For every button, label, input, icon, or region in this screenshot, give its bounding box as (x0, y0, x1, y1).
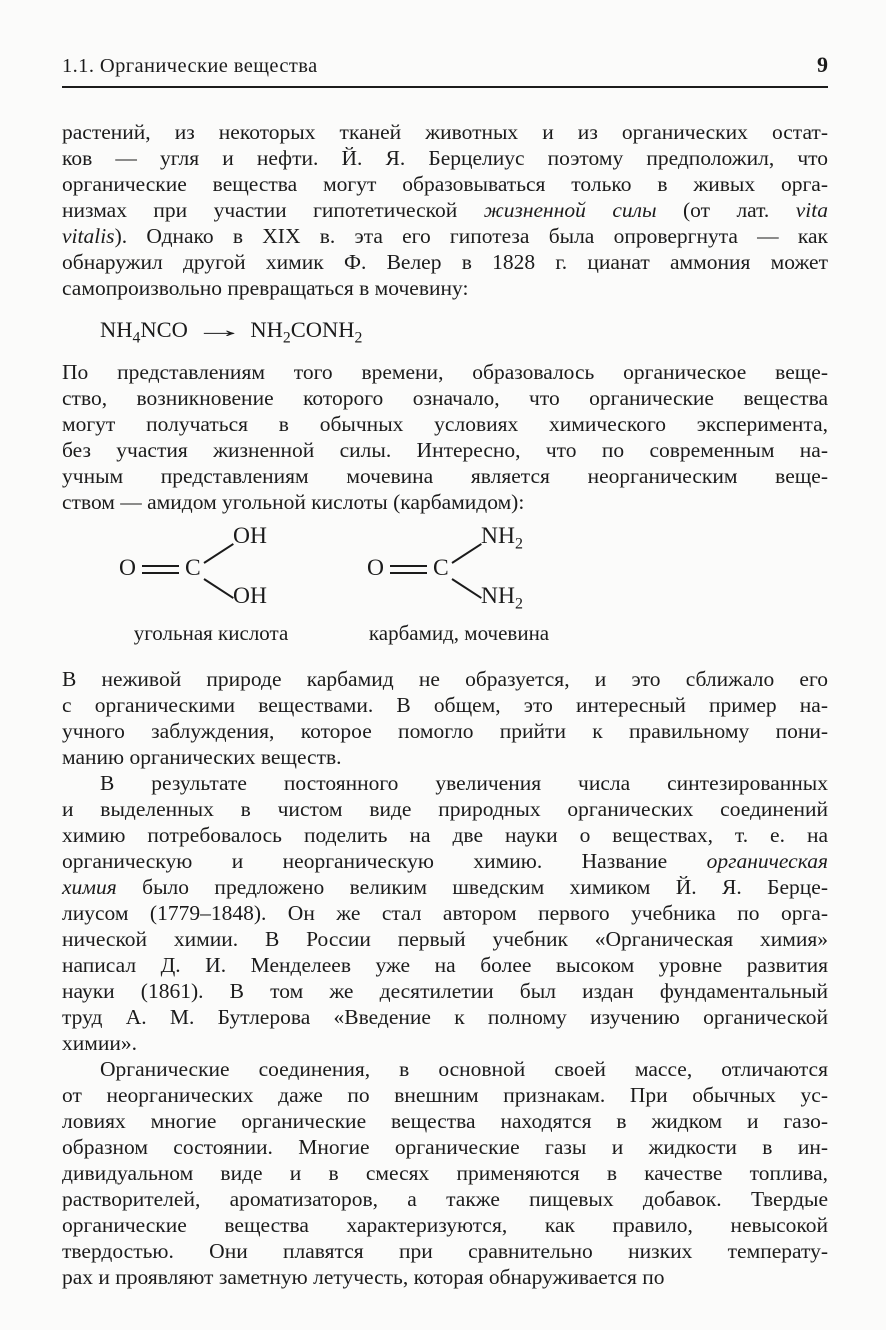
single-bond-up (451, 543, 481, 564)
top-group: $NH_2$ (481, 523, 523, 553)
structure-urea (352, 523, 600, 646)
oxygen-atom: O (367, 555, 384, 581)
carbon-atom: C (185, 555, 201, 581)
single-bond-up (203, 543, 233, 564)
paragraph: растений, из некоторых тканей животных и из органических остат- ков — угля и нефти. Й. Я. Берцелиус поэтому предположил, что органические вещества могут образовываться только в живых орга- низмах при участии гипотетической жизненной силы (от лат. vita vitalis). Однако в XIX в. эта его гипотеза была опровергнута — как обнаружил другой химик Ф. Велер в 1828 г. цианат аммония может самопроизвольно превращаться в мочевину: (62, 120, 828, 300)
chemical-equation: $NH_4NCO$ → $NH_2CONH_2$ (100, 317, 363, 347)
structural-formulas (104, 523, 828, 646)
page-number: 9 (817, 52, 828, 77)
structure-formula (104, 523, 352, 615)
body-text (62, 119, 828, 1290)
running-head (62, 52, 828, 88)
carbon-atom: C (433, 555, 449, 581)
double-bond (142, 565, 179, 574)
structure-formula (352, 523, 600, 615)
bottom-group: OH (233, 583, 267, 609)
structure-label: угольная кислота (133, 621, 289, 645)
structure-carbonic-acid (104, 523, 352, 646)
paragraph: Органические соединения, в основной своей массе, отличаются от неорганических даже по внешним признакам. При обычных ус- ловиях многие органические вещества находятся в жидком и газо- образном состоянии. Многие органические газы и жидкости в ин- дивидуальном виде и в смесях применяются в качестве топлива, растворителей, ароматизаторов, а также пищевых добавок. Твердые органические вещества характеризуются, как правило, невысокой твердостью. Они плавятся при сравнительно низких температу- рах и проявляют заметную летучесть, которая обнаруживается по (62, 1057, 828, 1289)
bottom-group: $NH_2$ (481, 583, 523, 613)
section-title: 1.1. Органические вещества (62, 55, 318, 77)
paragraph: В неживой природе карбамид не образуется, и это сближало его с органическими веществами. В общем, это интересный пример на- учного заблуждения, которое помогло прийти к правильному пони- манию органических веществ. (62, 667, 828, 769)
single-bond-down (451, 578, 481, 599)
top-group: OH (233, 523, 267, 549)
structure-label: карбамид, мочевина (368, 621, 550, 645)
paragraph: В результате постоянного увеличения числа синтезированных и выделенных в чистом виде природных органических соединений химию потребовалось поделить на две науки о веществах, т. е. на органическую и неорганическую химию. Название органическая химия было предложено великим шведским химиком Й. Я. Берце- лиусом (1779–1848). Он же стал автором первого учебника по орга- нической химии. В России первый учебник «Органическая химия» написал Д. И. Менделеев уже на более высоком уровне развития науки (1861). В том же десятилетии был издан фундаментальный труд А. М. Бутлерова «Введение к полному изучению органической химии». (62, 771, 828, 1055)
paragraph: По представлениям того времени, образовалось органическое веще- ство, возникновение которого означало, что органические вещества могут получаться в обычных условиях химического эксперимента, без участия жизненной силы. Интересно, что по современным на- учным представлениям мочевина является неорганическим веще- ством — амидом угольной кислоты (карбамидом): (62, 360, 828, 514)
double-bond (390, 565, 427, 574)
oxygen-atom: O (119, 555, 136, 581)
single-bond-down (203, 578, 233, 599)
